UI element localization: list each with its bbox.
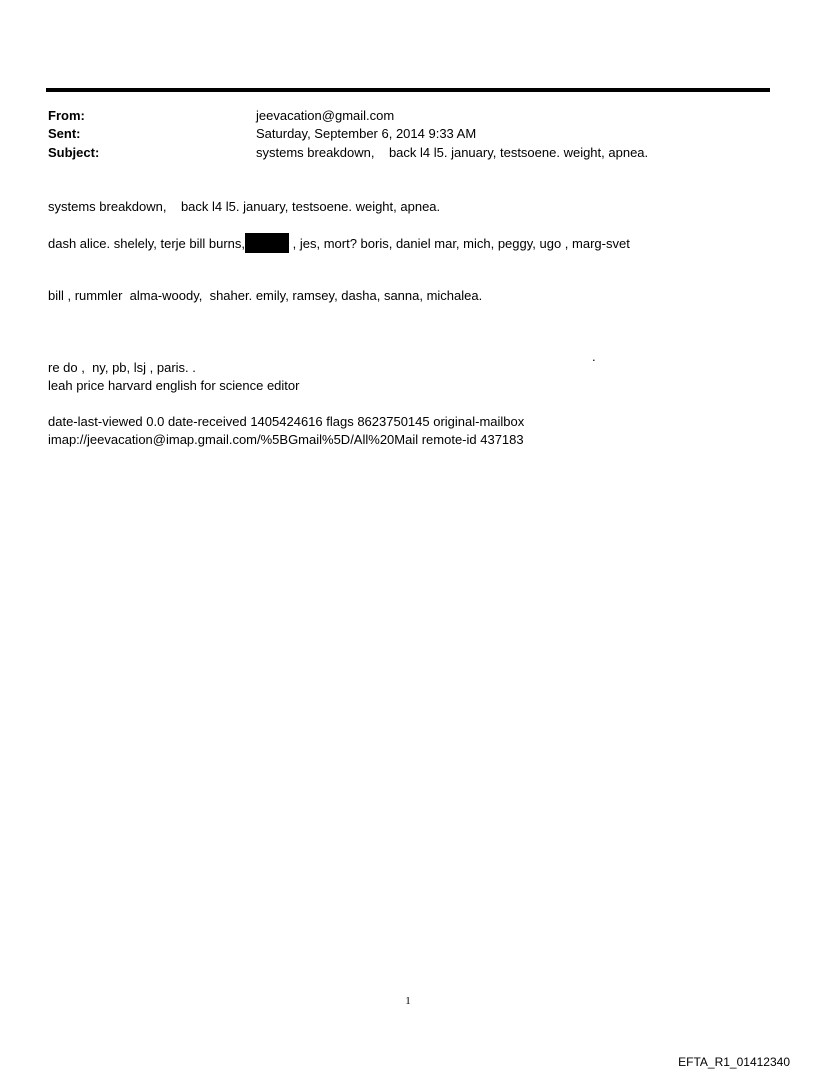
body-line-5: leah price harvard english for science editor xyxy=(48,378,300,393)
document-id: EFTA_R1_01412340 xyxy=(678,1055,790,1069)
body-line-4: re do , ny, pb, lsj , paris. . xyxy=(48,360,196,375)
page-number: 1 xyxy=(405,995,411,1007)
stray-mark: . xyxy=(592,349,596,364)
subject-value: systems breakdown, back l4 l5. january, testsoene. weight, apnea. xyxy=(256,145,649,160)
body-line-3: bill , rummler alma-woody, shaher. emily, ramsey, dasha, sanna, michalea. xyxy=(48,288,483,303)
from-value: jeevacation@gmail.com xyxy=(256,108,395,123)
body-line-2 xyxy=(48,233,630,253)
sent-label: Sent: xyxy=(48,126,81,141)
subject-label: Subject: xyxy=(48,145,100,160)
body-line-7: imap://jeevacation@imap.gmail.com/%5BGmail%5D/All%20Mail remote-id 437183 xyxy=(48,432,524,447)
header-rule xyxy=(46,88,770,92)
from-label: From: xyxy=(48,108,85,123)
body-line-1: systems breakdown, back l4 l5. january, testsoene. weight, apnea. xyxy=(48,199,441,214)
body-line-6: date-last-viewed 0.0 date-received 1405424616 flags 8623750145 original-mailbox xyxy=(48,414,525,429)
redaction-block xyxy=(245,233,289,253)
sent-value: Saturday, September 6, 2014 9:33 AM xyxy=(256,126,477,141)
body-line-2-end: , jes, mort? boris, daniel mar, mich, peggy, ugo , marg-svet xyxy=(289,236,630,251)
body-line-2-start: dash alice. shelely, terje bill burns, xyxy=(48,236,246,251)
